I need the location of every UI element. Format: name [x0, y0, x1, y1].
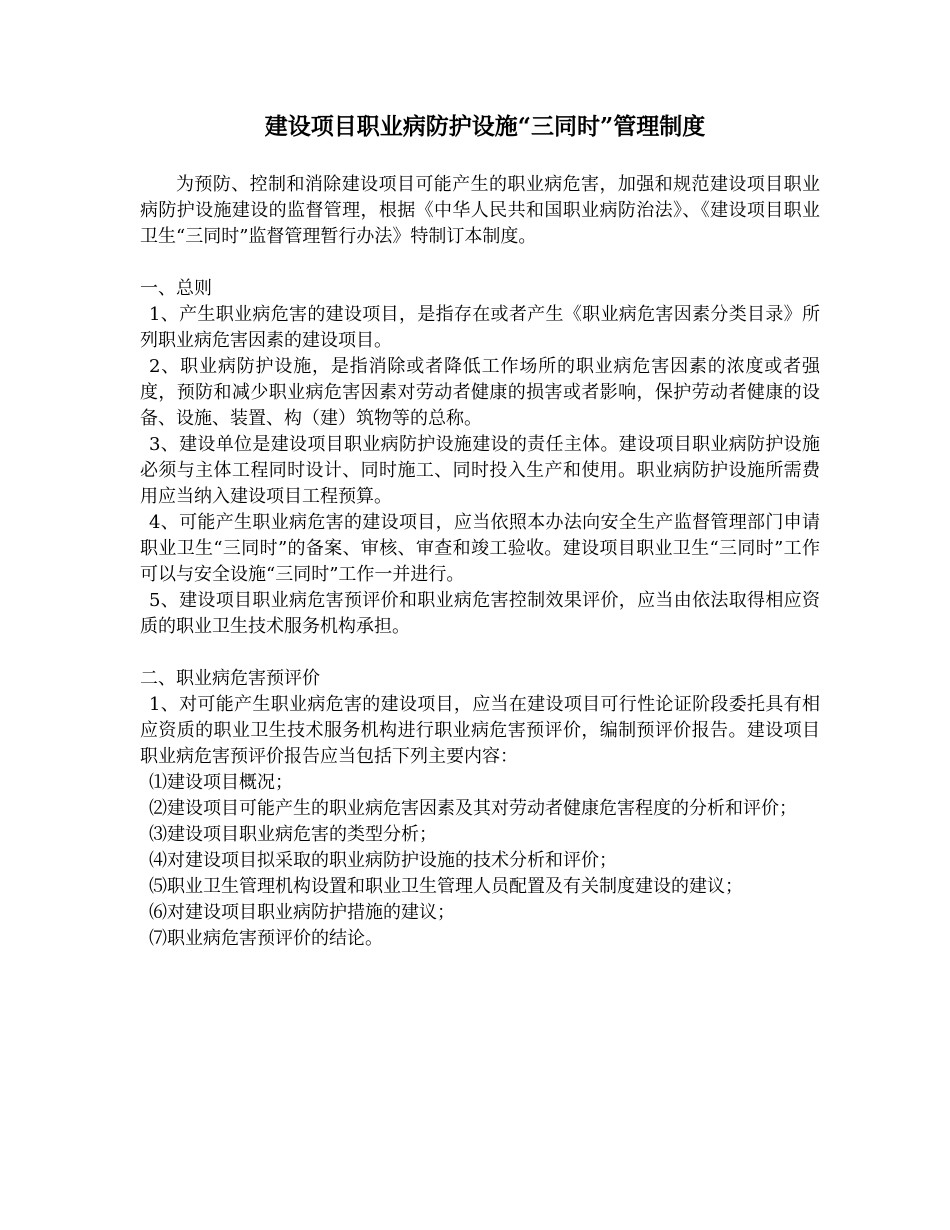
list-item: ⑺职业病危害预评价的结论。 — [149, 928, 383, 949]
list-item: ⑶建设项目职业病危害的类型分析； — [149, 824, 437, 845]
section-item: 5、建设项目职业病危害预评价和职业病危害控制效果评价，应当由依法取得相应资质的职业卫生技术服务机构承担。 — [140, 590, 820, 637]
section-spacer — [140, 640, 820, 666]
list-item: ⑵建设项目可能产生的职业病危害因素及其对劳动者健康危害程度的分析和评价； — [149, 798, 797, 819]
section-spacer — [140, 250, 820, 276]
section-item: 3、建设单位是建设项目职业病防护设施建设的责任主体。建设项目职业病防护设施必须与主体工程同时设计、同时施工、同时投入生产和使用。职业病防护设施所需费用应当纳入建设项目工程预算。 — [140, 434, 820, 507]
section-item: 1、对可能产生职业病危害的建设项目，应当在建设项目可行性论证阶段委托具有相应资质的职业卫生技术服务机构进行职业病危害预评价，编制预评价报告。建设项目职业病危害预评价报告应当包括下列主要内容： — [140, 694, 820, 767]
section-general — [140, 276, 820, 640]
list-item: ⑷对建设项目拟采取的职业病防护设施的技术分析和评价； — [149, 850, 617, 871]
document-title: 建设项目职业病防护设施“三同时”管理制度 — [264, 113, 706, 140]
list-item: ⑹对建设项目职业病防护措施的建议； — [149, 902, 455, 923]
intro-paragraph: 为预防、控制和消除建设项目可能产生的职业病危害，加强和规范建设项目职业病防护设施建设的监督管理，根据《中华人民共和国职业病防治法》、《建设项目职业卫生“三同时”监督管理暂行办法》特制订本制度。 — [140, 174, 820, 247]
section-pre-evaluation — [140, 666, 820, 952]
section-heading: 一、总则 — [140, 278, 212, 299]
section-item: 1、产生职业病危害的建设项目，是指存在或者产生《职业病危害因素分类目录》所列职业病危害因素的建设项目。 — [140, 304, 820, 351]
list-item: ⑴建设项目概况； — [149, 772, 293, 793]
section-heading: 二、职业病危害预评价 — [140, 668, 320, 689]
document-page — [140, 110, 820, 952]
section-item: 4、可能产生职业病危害的建设项目，应当依照本办法向安全生产监督管理部门申请职业卫生“三同时”的备案、审核、审查和竣工验收。建设项目职业卫生“三同时”工作可以与安全设施“三同时”工作一并进行。 — [140, 512, 820, 585]
list-item: ⑸职业卫生管理机构设置和职业卫生管理人员配置及有关制度建设的建议； — [149, 876, 743, 897]
section-item: 2、职业病防护设施，是指消除或者降低工作场所的职业病危害因素的浓度或者强度，预防和减少职业病危害因素对劳动者健康的损害或者影响，保护劳动者健康的设备、设施、装置、构（建）筑物等的总称。 — [140, 356, 820, 429]
